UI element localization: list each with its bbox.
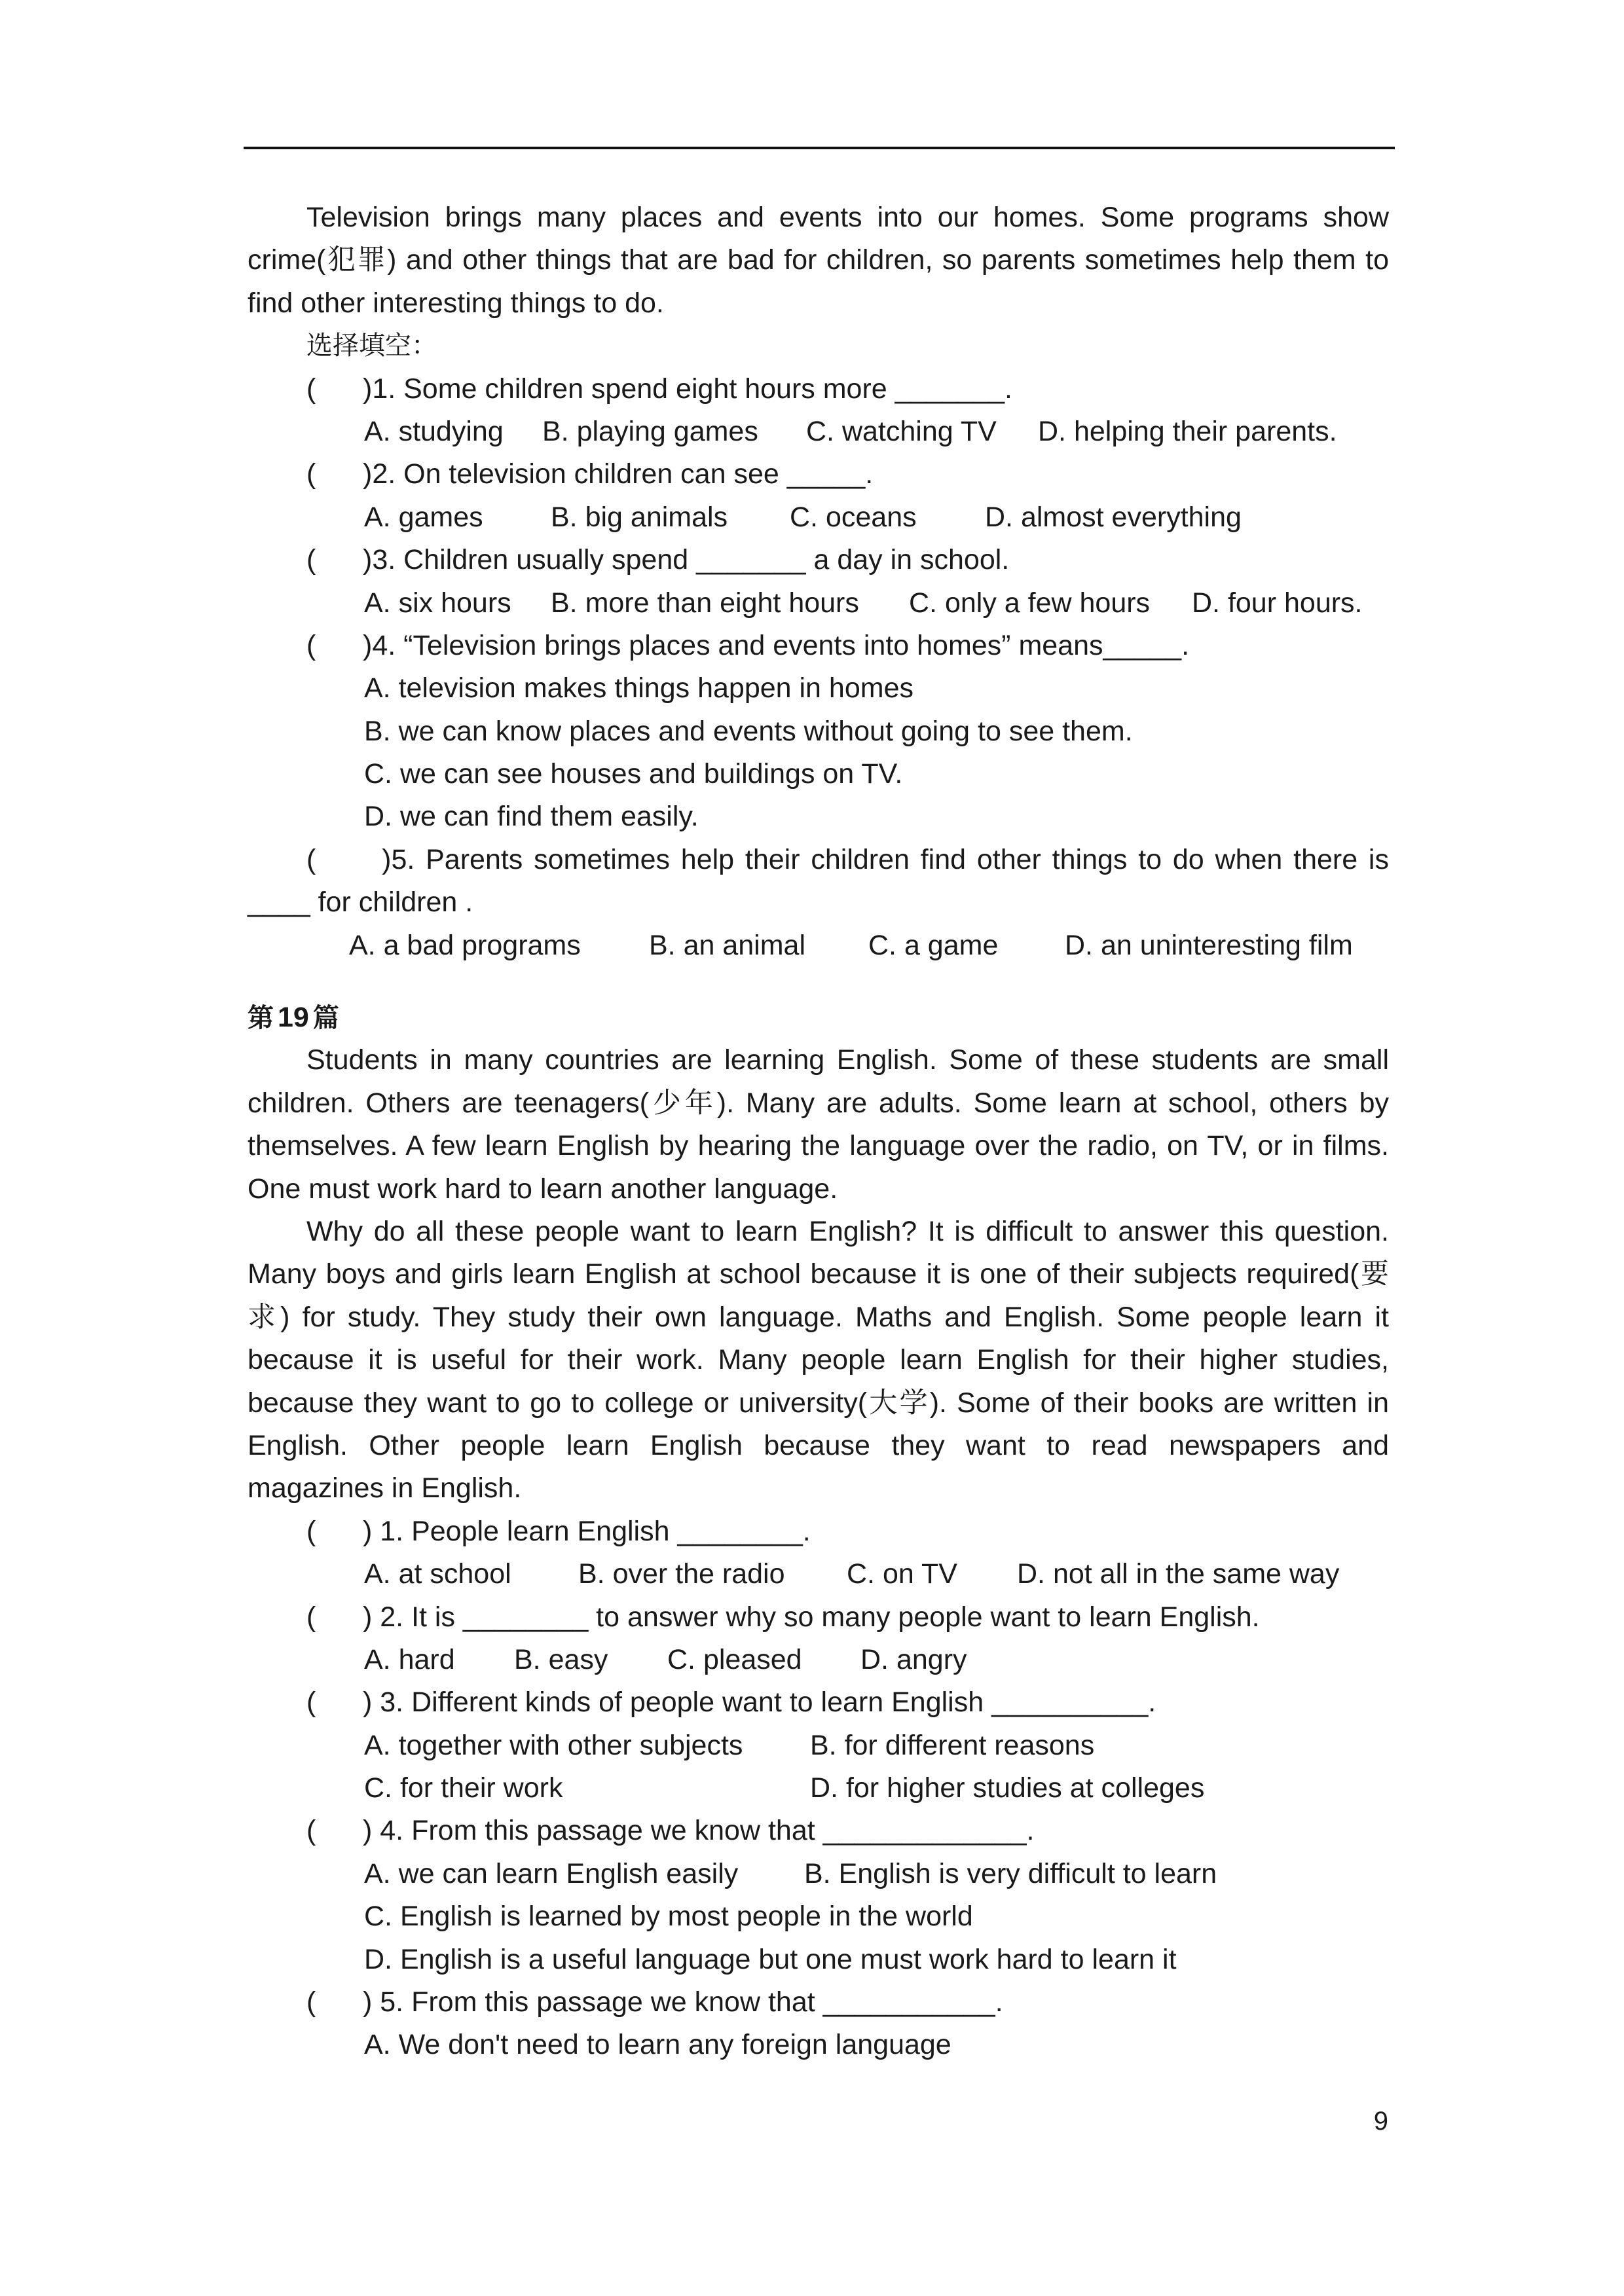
- option: A. a bad programs: [349, 929, 581, 961]
- question-stem: ( ) 3. Different kinds of people want to learn English __________.: [306, 1686, 1156, 1719]
- paragraph-line: Many boys and girls learn English at school because it is one of their subjects required(要: [248, 1258, 1389, 1290]
- paragraph-line: English. Other people learn English because they want to read newspapers and: [248, 1429, 1389, 1461]
- question-stem: ( )1. Some children spend eight hours more _______.: [306, 373, 1013, 405]
- paragraph-line: Television brings many places and events into our homes. Some programs show: [306, 202, 1389, 233]
- instruction-label: 选择填空：: [306, 331, 437, 361]
- question-stem: ( )5. Parents sometimes help their children find other things to do when there is: [306, 843, 1389, 875]
- option: D. helping their parents.: [1038, 415, 1337, 447]
- option: B. for different reasons: [810, 1729, 1095, 1761]
- question-stem: ( ) 5. From this passage we know that ___________.: [306, 1986, 1003, 2018]
- options-row: [248, 1553, 1389, 1595]
- paragraph-line: crime(犯罪) and other things that are bad for children, so parents sometimes help them to: [248, 244, 1389, 276]
- option: C. we can see houses and buildings on TV.: [364, 758, 903, 790]
- question-stem: ( )4. “Television brings places and events into homes” means_____.: [306, 629, 1190, 661]
- options-row: [248, 1724, 1389, 1767]
- option: D. an uninteresting film: [1065, 929, 1353, 961]
- page-number: 9: [1373, 2107, 1388, 2136]
- option: C. pleased: [667, 1643, 802, 1675]
- paragraph-line: themselves. A few learn English by hearing the language over the radio, on TV, or in films.: [248, 1130, 1389, 1162]
- option: D. angry: [860, 1643, 967, 1675]
- question-stem: ( ) 1. People learn English ________.: [306, 1515, 811, 1547]
- heading-number: 19: [278, 1002, 309, 1034]
- options-row: [248, 582, 1389, 625]
- option: B. an animal: [649, 929, 806, 961]
- options-row: [248, 1853, 1389, 1895]
- option: A. games: [364, 501, 483, 533]
- options-row: [248, 496, 1389, 539]
- option: C. English is learned by most people in the world: [364, 1901, 973, 1933]
- option: C. oceans: [790, 501, 917, 533]
- option: B. more than eight hours: [551, 587, 859, 619]
- option: D. not all in the same way: [1017, 1558, 1340, 1590]
- option: D. English is a useful language but one must work hard to learn it: [364, 1943, 1177, 1975]
- option: D. we can find them easily.: [364, 801, 699, 833]
- passage-paragraph: [248, 1211, 1389, 1510]
- question-stem: ( )3. Children usually spend _______ a day in school.: [306, 544, 1010, 576]
- option: B. easy: [514, 1643, 608, 1675]
- option: A. studying: [364, 415, 504, 447]
- paragraph-line: children. Others are teenagers(少年). Many are adults. Some learn at school, others by: [248, 1087, 1389, 1119]
- option: C. a game: [868, 929, 999, 961]
- option: B. English is very difficult to learn: [804, 1857, 1217, 1889]
- option: A. we can learn English easily: [364, 1857, 739, 1889]
- heading-suffix: 篇: [312, 1002, 339, 1034]
- heading-prefix: 第: [248, 1002, 274, 1034]
- option: A. hard: [364, 1643, 455, 1675]
- options-row: [248, 1639, 1389, 1681]
- option: A. at school: [364, 1558, 511, 1590]
- paragraph-line: because they want to go to college or university(大学). Some of their books are written in: [248, 1387, 1389, 1419]
- paragraph-line: because it is useful for their work. Many people learn English for their higher studies,: [248, 1344, 1389, 1376]
- options-row: [248, 1767, 1389, 1810]
- option: C. watching TV: [806, 415, 997, 447]
- option: D. for higher studies at colleges: [810, 1772, 1205, 1804]
- section-gap: [248, 967, 1389, 996]
- passage-heading: [248, 996, 1389, 1039]
- options-row: [248, 410, 1389, 453]
- option: B. we can know places and events without going to see them.: [364, 715, 1133, 747]
- option: A. six hours: [364, 587, 511, 619]
- paragraph-line: One must work hard to learn another language.: [248, 1173, 838, 1205]
- option: C. for their work: [364, 1772, 563, 1804]
- paragraph-line: 求) for study. They study their own language. Maths and English. Some people learn it: [248, 1301, 1389, 1333]
- option: C. on TV: [847, 1558, 957, 1590]
- paragraph-line: Students in many countries are learning English. Some of these students are small: [306, 1044, 1389, 1076]
- question-stem: ( ) 4. From this passage we know that _____________.: [306, 1815, 1035, 1847]
- passage-paragraph: [248, 1039, 1389, 1211]
- option: B. over the radio: [578, 1558, 785, 1590]
- question-stem: ( )2. On television children can see _____.: [306, 458, 874, 490]
- option: B. big animals: [551, 501, 728, 533]
- question-stem: ( ) 2. It is ________ to answer why so many people want to learn English.: [306, 1601, 1260, 1633]
- option: D. four hours.: [1192, 587, 1363, 619]
- paragraph-line: magazines in English.: [248, 1472, 522, 1504]
- option: B. playing games: [542, 415, 758, 447]
- option: A. together with other subjects: [364, 1729, 743, 1761]
- option: D. almost everything: [985, 501, 1242, 533]
- question-stem-continued: ____ for children .: [248, 886, 473, 919]
- paragraph-line: find other interesting things to do.: [248, 287, 664, 319]
- option: A. We don't need to learn any foreign language: [364, 2029, 951, 2061]
- page-content: [248, 196, 1389, 2067]
- option: A. television makes things happen in homes: [364, 672, 913, 704]
- passage-paragraph: [248, 196, 1389, 325]
- header-rule: [244, 147, 1395, 149]
- options-row: [248, 924, 1389, 967]
- option: C. only a few hours: [909, 587, 1151, 619]
- paragraph-line: Why do all these people want to learn English? It is difficult to answer this question.: [306, 1215, 1389, 1247]
